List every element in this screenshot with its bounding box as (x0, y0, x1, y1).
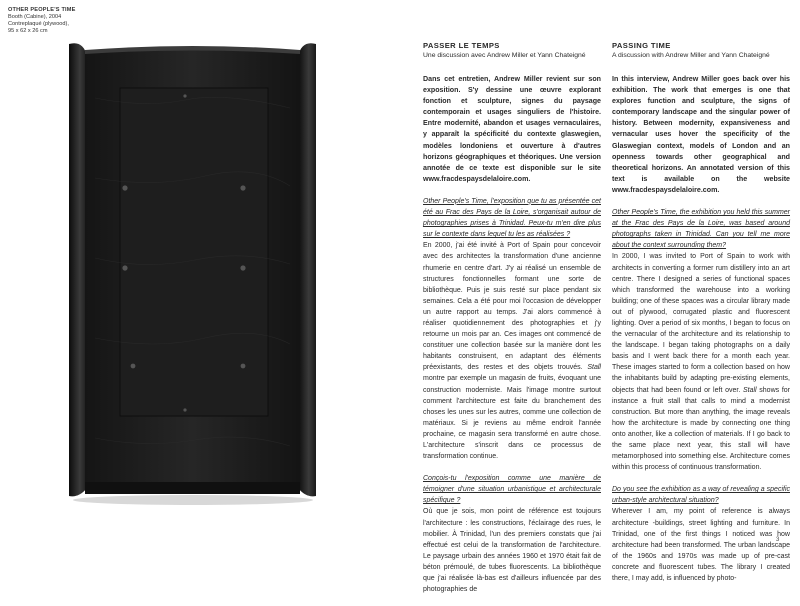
english-answer-1 (612, 251, 790, 473)
work-title: Stall (742, 386, 757, 394)
french-text-column (423, 40, 601, 606)
page-number: 3 (776, 537, 780, 543)
artwork-photo (65, 38, 320, 506)
answer-text: shows for instance a fruit stall that calls to mind a modernist construction. But more than anything, the image reveals how the architecture is made by connecting one thing onto another, like a collection of materials. If I go back to the same place next year, this stall will have metamorphosed into something else. Architecture comes within this process of continuous transformation. (612, 386, 791, 472)
answer-text: In 2000, I was invited to Port of Spain to work with architects in converting a former rum distillery into an art centre. There I designed a series of functional spaces which transformed the warehouse into a working building; one of these spaces was a circular library made out of plywood, corrugated plastic and fluorescent lighting. Over a period of six months, I began to focus on the vernacular of the architecture and its relationship to the landscape. I began taking photographs on a daily basis and I went back there for a month each year. These images started to form a collection based on how the inhabitants build by adapting pre-existing elements, objects that had been found or left over. (612, 253, 790, 394)
english-text-column (612, 40, 790, 595)
french-subtitle: Une discussion avec Andrew Miller et Yann Chateigné (423, 52, 586, 59)
english-title: PASSING TIME (612, 41, 671, 50)
plywood-booth-image (65, 38, 320, 506)
artwork-caption (8, 7, 108, 35)
english-subtitle: A discussion with Andrew Miller and Yann Chateigné (612, 52, 770, 59)
french-answer-2: Où que je sois, mon point de référence est toujours l'architecture : les constructions, l'éclairage des rues, le mobilier. À Trinidad, l'un des premiers constats que j'ai effectué est celui de la transformation de l'architecture. Le paysage urbain des années 1960 et 1970 était fait de béton prémoulé, de tubes fluorescents. La bibliothèque que j'ai réalisée là-bas est d'ailleurs influencée par des photographies de (423, 508, 601, 594)
caption-line: Booth (Cabine), 2004 (8, 14, 62, 20)
french-answer-1 (423, 240, 601, 462)
english-answer-2: Wherever I am, my point of reference is always architecture -buildings, street lighting and furniture. In Trinidad, one of the first things I noticed was how architecture had been transformed. The urban landscape of the 1960s and 1970s was made up of pre-cast concrete and fluorescent tubes. The library I created there, I may add, is influenced by photo- (612, 508, 790, 583)
answer-text: montre par exemple un magasin de fruits, évoquant une construction moderniste. Mais l'image montre surtout comment l'architecture est faite du branchement des choses les unes sur les autres, comme une collection de matériaux. Si je reviens au même endroit l'année prochaine, ce magasin sera transformé en autre chose. L'architecture s'inscrit dans ce processus de transformation continue. (423, 375, 601, 461)
caption-title: OTHER PEOPLE'S TIME (8, 7, 76, 13)
answer-text: En 2000, j'ai été invité à Port of Spain pour concevoir avec des architectes la transformation d'une ancienne rhumerie en centre d'art. J'y ai réalisé un ensemble de structures fonctionnelles formant une sorte de bibliothèque. Puis je suis resté sur place pendant six semaines. Cela a été pour moi l'occasion de développer un autre rapport au temps. J'ai alors commencé à réaliser quotidiennement des photographies et j'y retourne un mois par an. Ces images ont commencé de constituer une collection basée sur la manière dont les habitants construisent, en adaptant des éléments préexistants, des restes et des objets trouvés. (423, 242, 601, 372)
french-title: PASSER LE TEMPS (423, 41, 500, 50)
english-intro: In this interview, Andrew Miller goes back over his exhibition. The work that emerges is one that explores function and sculpture, the signs of contemporary landscape and the singular power of history. Between modernity, expansiveness and vernacular uses hover the specificity of the Glaswegian context, models of London and an openness towards other geographical and theoretical horizons. An annotated version of this text is available on the website www.fracdespaysdelaloire.com. (612, 75, 790, 194)
french-intro: Dans cet entretien, Andrew Miller revient sur son exposition. S'y dessine une œuvre explorant fonction et sculpture, signes du paysage contemporain et usages singuliers de l'histoire. Entre modernité, abandon et usages vernaculaires, y apparaît la spécificité du contexte glaswegien, modèles londoniens et ouverture à d'autres horizons géographiques et théoriques. Une version annotée de ce texte est disponible sur le site www.fracdespaysdelaloire.com. (423, 75, 601, 183)
english-question-2: Do you see the exhibition as a way of revealing a specific urban-style architectural situation? (612, 486, 790, 505)
french-question-1: Other People's Time, l'exposition que tu as présentée cet été au Frac des Pays de la Loire, s'organisait autour de photographies prises à Trinidad. Peux-tu m'en dire plus sur le contexte dans lequel tu les as réalisées ? (423, 197, 601, 239)
english-question-1: Other People's Time, the exhibition you held this summer at the Frac des Pays de la Loire, was based around photographs taken in Trinidad. Can you tell me more about the context surrounding them? (612, 209, 790, 250)
caption-line: 95 x 62 x 26 cm (8, 28, 48, 34)
caption-line: Contreplaqué (plywood), (8, 21, 69, 27)
french-question-2: Conçois-tu l'exposition comme une manière de témoigner d'une situation urbanistique et architecturale spécifique ? (423, 475, 601, 505)
work-title: Stall (587, 364, 601, 372)
